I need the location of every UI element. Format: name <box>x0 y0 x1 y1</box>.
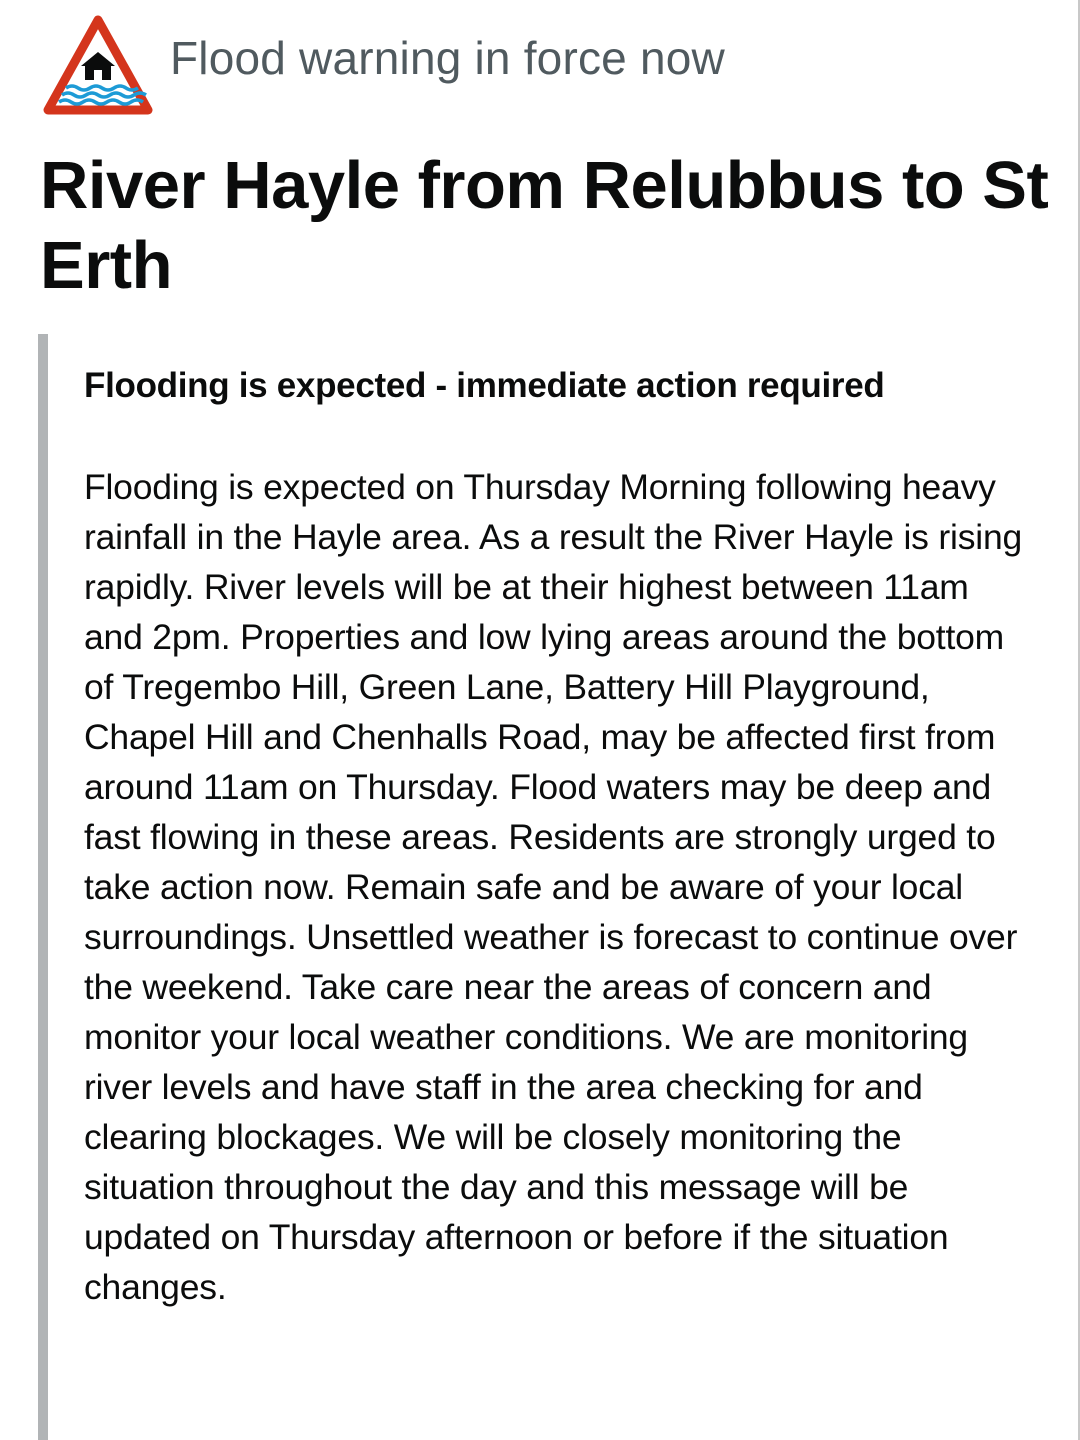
alert-header <box>42 14 725 116</box>
warning-message: Flooding is expected on Thursday Morning following heavy rainfall in the Hayle area. As a result the River Hayle is rising rapidly. River levels will be at their highest between 11am and 2pm. Properties and low lying areas around the bottom of Tregembo Hill, Green Lane, Battery Hill Playground, Chapel Hill and Chenhalls Road, may be affected first from around 11am on Thursday. Flood waters may be deep and fast flowing in these areas. Residents are strongly urged to take action now. Remain safe and be aware of your local surroundings. Unsettled weather is forecast to continue over the weekend. Take care near the areas of concern and monitor your local weather conditions. We are monitoring river levels and have staff in the area checking for and clearing blockages. We will be closely monitoring the situation throughout the day and this message will be updated on Thursday afternoon or before if the situation changes. <box>84 467 1023 1307</box>
page-title: River Hayle from Relubbus to St Erth <box>40 148 1049 303</box>
alert-status-text: Flood warning in force now <box>170 32 725 84</box>
flood-warning-icon <box>42 14 154 116</box>
severity-heading: Flooding is expected - immediate action required <box>84 366 885 405</box>
warning-inset-panel <box>38 334 1038 1440</box>
